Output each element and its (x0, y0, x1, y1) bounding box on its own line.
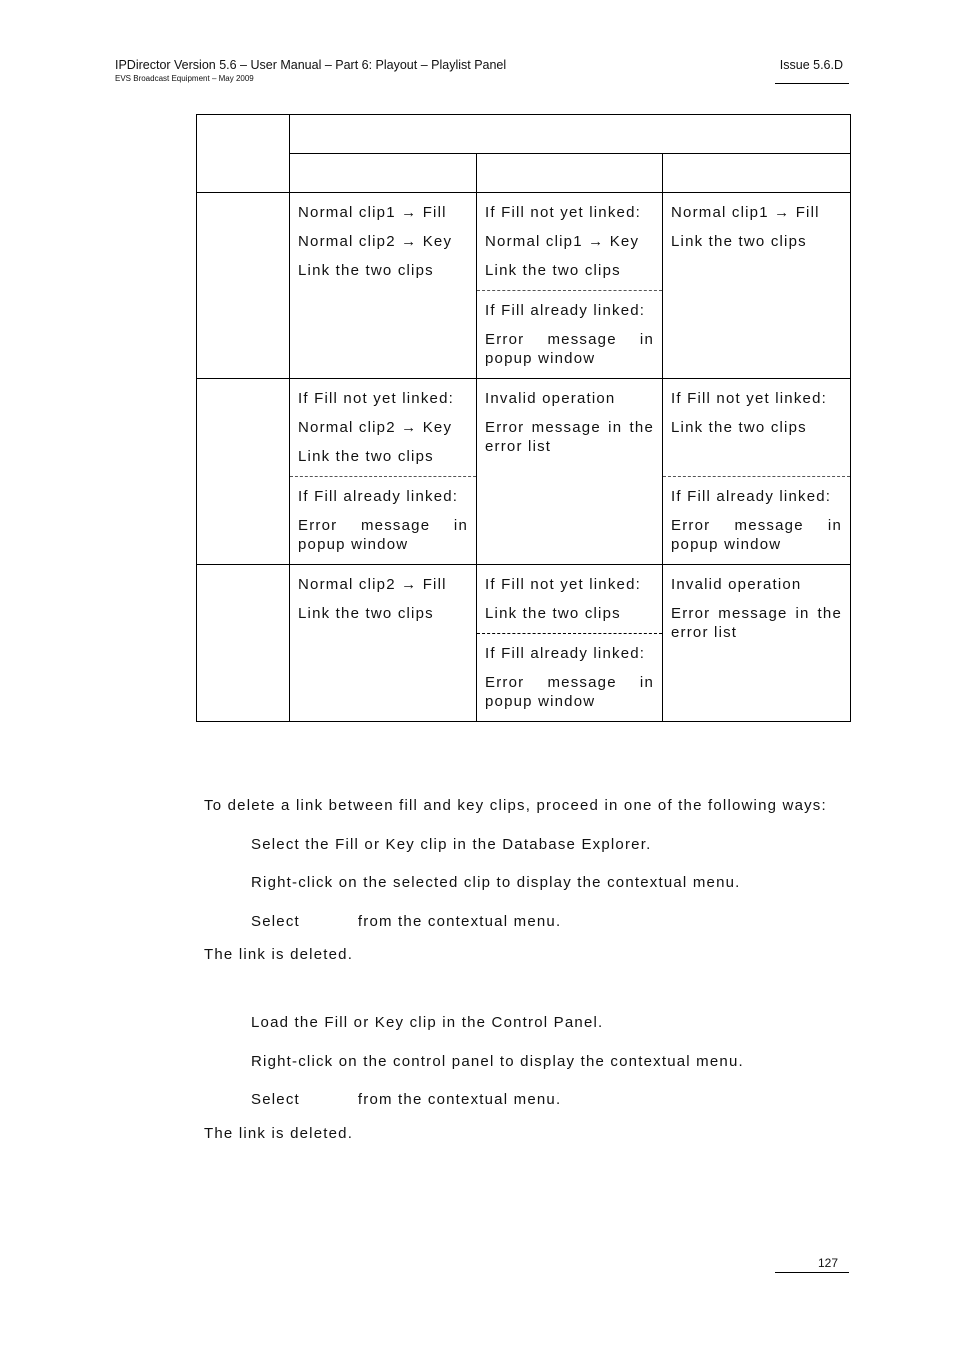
cell-line: Link the two clips (298, 605, 434, 622)
cell-line: Normal clip1 → Fill (298, 204, 447, 221)
subheader-cell-1 (290, 154, 477, 193)
table-cell (477, 565, 663, 722)
header-title: IPDirector Version 5.6 – User Manual – Part 6: Playout – Playlist Panel (115, 58, 507, 72)
cell-line: If Fill already linked: (298, 488, 459, 505)
table-cell (290, 379, 477, 565)
table-cell (663, 193, 851, 379)
cell-line: Link the two clips (485, 262, 621, 279)
cell-line: Link the two clips (671, 419, 807, 436)
method2-step3 (251, 1091, 561, 1108)
table-cell (663, 565, 851, 722)
table-cell (663, 379, 851, 565)
cell-line: Normal clip2 → Key (298, 233, 453, 250)
cell-line: Invalid operation (671, 576, 802, 593)
subheader-cell-2 (477, 154, 663, 193)
cell-line: If Fill not yet linked: (485, 204, 641, 221)
header-subtitle: EVS Broadcast Equipment – May 2009 (115, 74, 254, 83)
table-row (197, 565, 851, 722)
cell-line: Invalid operation (485, 390, 616, 407)
cell-line: Error message in popup window (485, 674, 654, 710)
header-corner-cell (197, 115, 290, 193)
cell-line: If Fill already linked: (671, 488, 832, 505)
table-cell (477, 379, 663, 565)
method1-step2: Right-click on the selected clip to display the contextual menu. (251, 874, 741, 891)
cell-line: If Fill already linked: (485, 645, 646, 662)
table-cell (290, 193, 477, 379)
header-issue: Issue 5.6.D (779, 58, 843, 72)
cell-line: Error message in popup window (671, 517, 843, 553)
cell-line: If Fill not yet linked: (298, 390, 454, 407)
intro-paragraph: To delete a link between fill and key clips, proceed in one of the following ways: (204, 797, 827, 814)
cell-line: Error message in the error list (485, 419, 654, 455)
table-subheader-row (197, 154, 851, 193)
method1-result: The link is deleted. (204, 946, 354, 963)
table-row (197, 193, 851, 379)
method2-step1: Load the Fill or Key clip in the Control Panel. (251, 1014, 604, 1031)
step-text: Select (251, 913, 300, 930)
cell-line: Normal clip2 → Key (298, 419, 453, 436)
step-text: Select (251, 1091, 300, 1108)
cell-line: If Fill not yet linked: (671, 390, 827, 407)
page-number (775, 1256, 849, 1270)
cell-line: Error message in popup window (298, 517, 468, 553)
step-text: from the contextual menu. (357, 913, 562, 930)
table-header-row (197, 115, 851, 154)
method2-step2: Right-click on the control panel to display the contextual menu. (251, 1053, 744, 1070)
cell-line: Link the two clips (298, 262, 434, 279)
method1-step3 (251, 913, 561, 930)
row-label-cell (197, 193, 290, 379)
header-span-cell (290, 115, 851, 154)
cell-line: Normal clip2 → Fill (298, 576, 447, 593)
cell-line: If Fill not yet linked: (485, 576, 641, 593)
cell-line: If Fill already linked: (485, 302, 646, 319)
table-cell (477, 193, 663, 379)
footer-rule (775, 1272, 849, 1273)
subheader-cell-3 (663, 154, 851, 193)
cell-line: Link the two clips (485, 605, 621, 622)
cell-line: Normal clip1 → Key (485, 233, 640, 250)
cell-line: Normal clip1 → Fill (671, 204, 820, 221)
cell-line: Link the two clips (671, 233, 807, 250)
table-cell (290, 565, 477, 722)
table-row (197, 379, 851, 565)
row-label-cell (197, 565, 290, 722)
cell-line: Error message in popup window (485, 331, 654, 367)
header-rule (775, 83, 849, 84)
cell-line: Link the two clips (298, 448, 434, 465)
method2-result: The link is deleted. (204, 1125, 354, 1142)
step-text: from the contextual menu. (357, 1091, 562, 1108)
page-number-text: 127 (817, 1256, 838, 1270)
method1-step1: Select the Fill or Key clip in the Database Explorer. (251, 836, 652, 853)
row-label-cell (197, 379, 290, 565)
cell-line: Error message in the error list (671, 605, 843, 641)
link-behavior-table (196, 114, 851, 722)
